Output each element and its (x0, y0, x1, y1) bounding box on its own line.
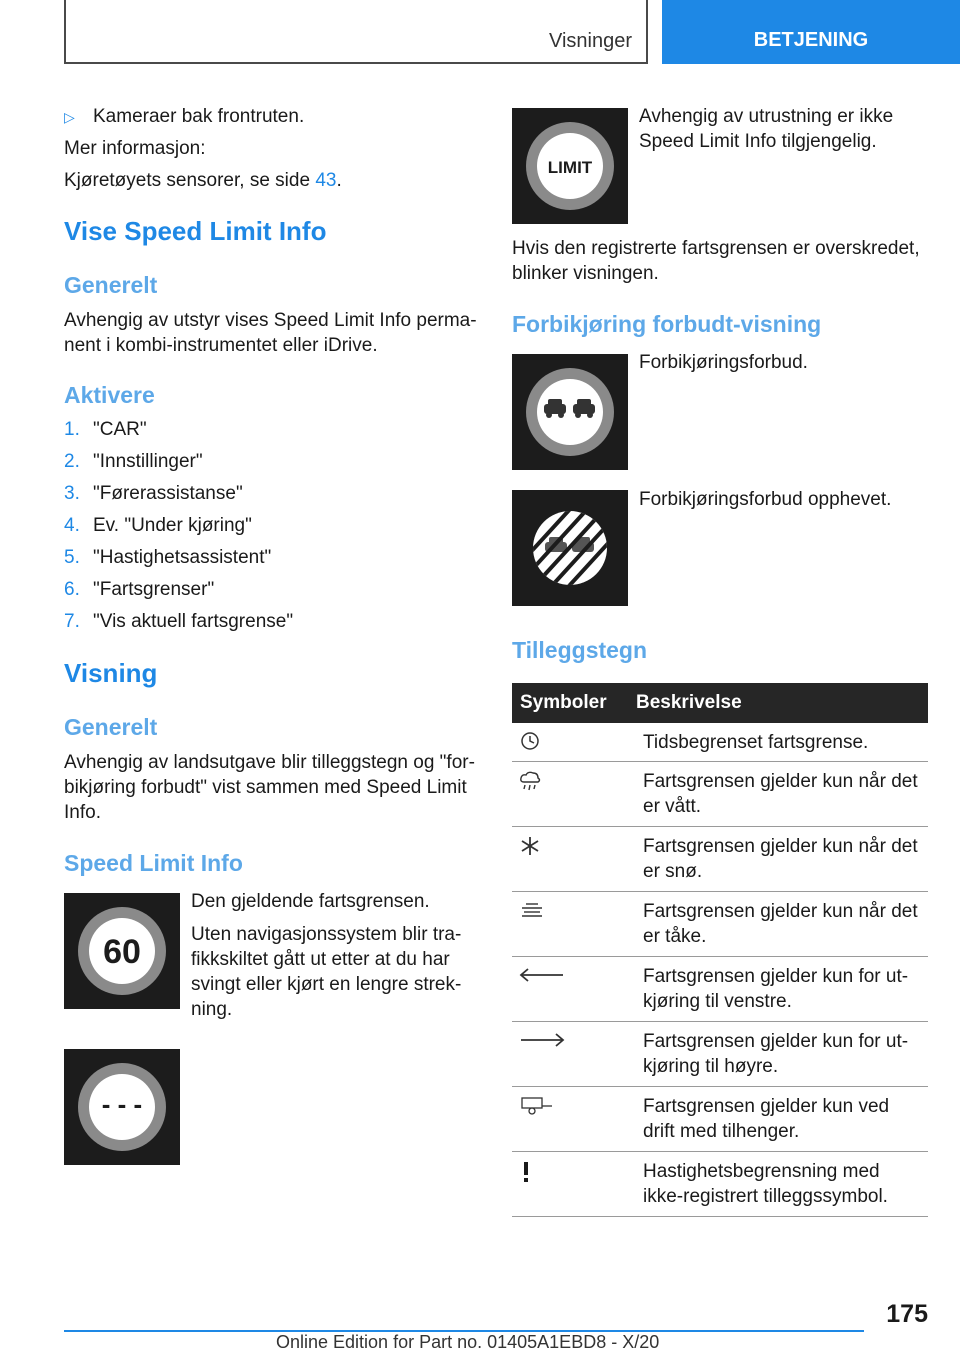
step-text: "Førerassistanse" (93, 483, 243, 504)
step-number: 1. (64, 419, 80, 440)
clock-icon (512, 723, 643, 761)
footer-edition: Online Edition for Part no. 01405A1EBD8 - X/20 (276, 1332, 660, 1352)
exceed-text (512, 236, 920, 286)
row-description (643, 1087, 928, 1151)
table-header (512, 683, 928, 723)
table-row (512, 957, 928, 1022)
speed-sign-60 (64, 893, 180, 1009)
trailer-icon (512, 1087, 643, 1151)
sli-text-1: Den gjeldende fartsgrensen. (191, 891, 430, 912)
description-line: kjøring til venstre. (643, 991, 792, 1012)
chapter-tab[interactable] (662, 0, 960, 64)
heading-tilleggstegn: Tilleggstegn (512, 637, 648, 663)
cross-reference (64, 168, 342, 193)
header-frame (64, 0, 648, 64)
forbud-text: Forbikjøringsforbud. (639, 352, 808, 373)
sign-dash-label: - - - (101, 1089, 143, 1119)
heading-generelt-1: Generelt (64, 272, 158, 298)
no-overtaking-sign (512, 354, 628, 470)
step-number: 4. (64, 515, 80, 536)
ref-text: Kjøretøyets sensorer, se side (64, 170, 311, 191)
list-item (64, 417, 293, 449)
description-line: Fartsgrensen gjelder kun når det (643, 901, 918, 922)
paragraph-line: Avhengig av utstyr vises Speed Limit Info perma- (64, 310, 477, 331)
arrow-left-icon (512, 957, 643, 1021)
steps-list (64, 417, 293, 641)
description-line: kjøring til høyre. (643, 1056, 779, 1077)
section-title: Visninger (548, 30, 632, 52)
paragraph-line: Speed Limit Info tilgjengelig. (639, 131, 877, 152)
bullet-item (64, 104, 304, 130)
column-header-description: Beskrivelse (636, 692, 742, 713)
description-line: er snø. (643, 861, 703, 882)
paragraph-line: blinker visningen. (512, 263, 659, 284)
sli-text-2 (191, 922, 461, 1022)
limit-text (639, 104, 893, 154)
no-overtaking-icon (512, 354, 628, 470)
step-text: Ev. "Under kjøring" (93, 515, 252, 536)
row-description (643, 957, 928, 1021)
step-text: "Hastighetsassistent" (93, 547, 272, 568)
step-text: "Vis aktuell fartsgrense" (93, 611, 294, 632)
paragraph-generelt-1 (64, 308, 477, 358)
list-item (64, 449, 293, 481)
paragraph-line: nent i kombi-instrumentet eller iDrive. (64, 335, 378, 356)
heading-speed-limit-info: Speed Limit Info (64, 850, 243, 876)
table-row (512, 1022, 928, 1087)
step-number: 5. (64, 547, 80, 568)
speed-limit-unknown-icon (64, 1049, 180, 1165)
list-item (64, 481, 293, 513)
heading-generelt-2: Generelt (64, 714, 158, 740)
triangle-bullet-icon: ▷ (64, 109, 75, 125)
step-number: 2. (64, 451, 80, 472)
table-row (512, 892, 928, 957)
paragraph-line: bikjøring forbudt" vist sammen med Speed Limit (64, 777, 467, 798)
description-line: drift med tilhenger. (643, 1121, 800, 1142)
fog-icon (512, 892, 643, 956)
column-header-symbols: Symboler (520, 692, 607, 713)
description-line: Fartsgrensen gjelder kun ved (643, 1096, 890, 1117)
step-text: "Innstillinger" (93, 451, 203, 472)
paragraph-line: Info. (64, 802, 101, 823)
row-description (643, 892, 928, 956)
speed-sign-limit (512, 108, 628, 224)
description-line: Tidsbegrenset fartsgrense. (643, 732, 869, 753)
heading-vise-speed-limit: Vise Speed Limit Info (64, 216, 327, 246)
bullet-text: Kameraer bak frontruten. (93, 106, 305, 127)
list-item (64, 513, 293, 545)
step-number: 6. (64, 579, 80, 600)
paragraph-line: Avhengig av landsutgave blir tilleggstegn og "for- (64, 752, 475, 773)
description-line: er tåke. (643, 926, 707, 947)
heading-aktivere: Aktivere (64, 382, 155, 408)
description-line: er vått. (643, 796, 702, 817)
paragraph-line: Hvis den registrerte fartsgrensen er overskredet, (512, 238, 920, 259)
description-line: Fartsgrensen gjelder kun når det (643, 771, 918, 792)
paragraph-generelt-2 (64, 750, 475, 825)
step-number: 3. (64, 483, 80, 504)
step-number: 7. (64, 611, 80, 632)
description-line: Fartsgrensen gjelder kun for ut- (643, 1031, 909, 1052)
end-no-overtaking-icon (512, 490, 628, 606)
paragraph-line: svingt eller kjørt en lengre strek- (191, 974, 462, 995)
description-line: ikke-registrert tilleggssymbol. (643, 1186, 888, 1207)
paragraph-line: fikkskiltet gått ut etter at du har (191, 949, 450, 970)
sign-limit-label: LIMIT (547, 158, 593, 177)
page-number: 175 (886, 1300, 928, 1328)
paragraph-line: ning. (191, 999, 233, 1020)
step-text: "CAR" (93, 419, 147, 440)
list-item (64, 577, 293, 609)
step-text: "Fartsgrenser" (93, 579, 215, 600)
table-row (512, 1152, 928, 1217)
table-row (512, 827, 928, 892)
description-line: Hastighetsbegrensning med (643, 1161, 880, 1182)
paragraph-line: Avhengig av utrustning er ikke (639, 106, 894, 127)
table-row (512, 762, 928, 827)
arrow-right-icon (512, 1022, 643, 1086)
chapter-title: BETJENING (753, 29, 869, 51)
snowflake-icon (512, 827, 643, 891)
more-info-label: Mer informasjon: (64, 138, 206, 159)
speed-limit-60-icon (64, 893, 180, 1009)
exclamation-icon (512, 1152, 643, 1216)
speed-sign-unknown (64, 1049, 180, 1165)
list-item (64, 609, 293, 641)
limit-sign-icon (512, 108, 628, 224)
ref-end: . (336, 170, 342, 191)
table-row (512, 723, 928, 762)
heading-visning: Visning (64, 658, 158, 688)
list-item (64, 545, 293, 577)
paragraph-line: Uten navigasjonssystem blir tra- (191, 924, 462, 945)
row-description (643, 762, 928, 826)
description-line: Fartsgrensen gjelder kun når det (643, 836, 918, 857)
sign-60-label: 60 (103, 933, 141, 971)
end-no-overtaking-sign (512, 490, 628, 606)
row-description (643, 723, 928, 761)
opphevet-text: Forbikjøringsforbud opphevet. (639, 489, 892, 510)
rain-cloud-icon (512, 762, 643, 826)
row-description (643, 1022, 928, 1086)
heading-forbikjoring: Forbikjøring forbudt-visning (512, 311, 822, 337)
description-line: Fartsgrensen gjelder kun for ut- (643, 966, 909, 987)
table-row (512, 1087, 928, 1152)
ref-page-link[interactable]: 43 (315, 170, 337, 191)
symbols-table (512, 683, 928, 1217)
row-description (643, 1152, 928, 1216)
row-description (643, 827, 928, 891)
